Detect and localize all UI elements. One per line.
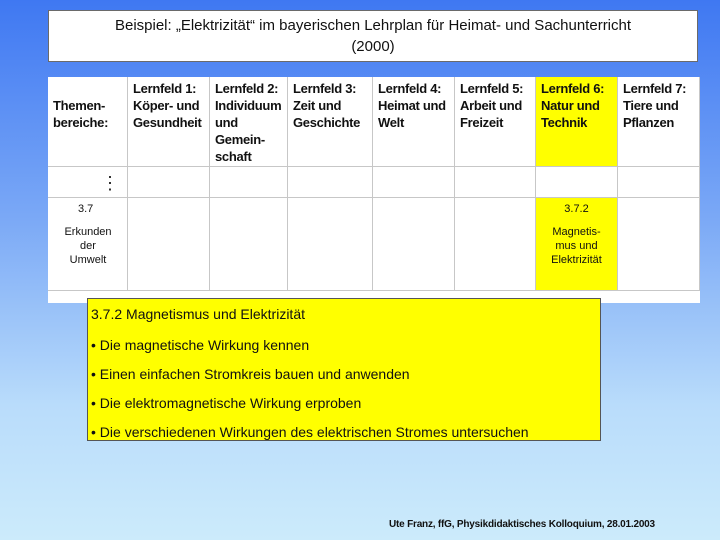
highlight-section-label: Magnetis- mus und Elektrizität (551, 226, 602, 266)
detail-title: 3.7.2 Magnetismus und Elektrizität (91, 306, 305, 322)
content-cell-5 (455, 198, 536, 291)
ellipsis-row-cell-5 (455, 167, 536, 198)
erkunden-cell (48, 198, 128, 291)
content-cell-4 (373, 198, 455, 291)
lernfeld-2-cell: Lernfeld 2: Individuum und Gemein- schaft (210, 77, 288, 167)
lernfeld-6-cell: Lernfeld 6: Natur und Technik (536, 77, 618, 167)
ellipsis-row-cell-4 (373, 167, 455, 198)
content-cell-7 (618, 198, 700, 291)
slide-title (48, 10, 698, 62)
slide-title-line1: Beispiel: „Elektrizität“ im bayerischen Lehrplan für Heimat- und Sachunterricht (114, 17, 632, 34)
ellipsis-row-cell-1 (128, 167, 210, 198)
content-cell-3 (288, 198, 373, 291)
highlight-section-number: 3.7.2 (564, 203, 589, 215)
detail-bullet-1: • Die magnetische Wirkung kennen (91, 337, 310, 353)
ellipsis-row-cell-3 (288, 167, 373, 198)
ellipsis-row-cell-2 (210, 167, 288, 198)
left-section-label: Erkunden der Umwelt (64, 226, 112, 266)
row-header-cell: Themen- bereiche: (48, 77, 128, 167)
curriculum-table (48, 77, 700, 303)
content-cell-1 (128, 198, 210, 291)
ellipsis-row-cell-6 (536, 167, 618, 198)
content-cell-2 (210, 198, 288, 291)
footer-credit: Ute Franz, ffG, Physikdidaktisches Kolloquium, 28.01.2003 (389, 519, 655, 530)
lernfeld-4-cell: Lernfeld 4: Heimat und Welt (373, 77, 455, 167)
lernfeld-3-cell: Lernfeld 3: Zeit und Geschichte (288, 77, 373, 167)
magnetismus-cell (536, 198, 618, 291)
ellipsis-row-cell-0 (48, 167, 128, 198)
detail-bullet-3: • Die elektromagnetische Wirkung erproben (91, 395, 362, 411)
detail-box (87, 298, 601, 441)
detail-bullet-4: • Die verschiedenen Wirkungen des elektrischen Stromes untersuchen (91, 424, 529, 440)
lernfeld-1-cell: Lernfeld 1: Köper- und Gesundheit (128, 77, 210, 167)
detail-bullet-2: • Einen einfachen Stromkreis bauen und anwenden (91, 366, 410, 382)
lernfeld-7-cell: Lernfeld 7: Tiere und Pflanzen (618, 77, 700, 167)
ellipsis-row-cell-7 (618, 167, 700, 198)
left-section-number: 3.7 (78, 203, 94, 215)
vertical-ellipsis: ⋮ (101, 173, 119, 193)
lernfeld-5-cell: Lernfeld 5: Arbeit und Freizeit (455, 77, 536, 167)
slide-title-line2: (2000) (351, 38, 395, 55)
